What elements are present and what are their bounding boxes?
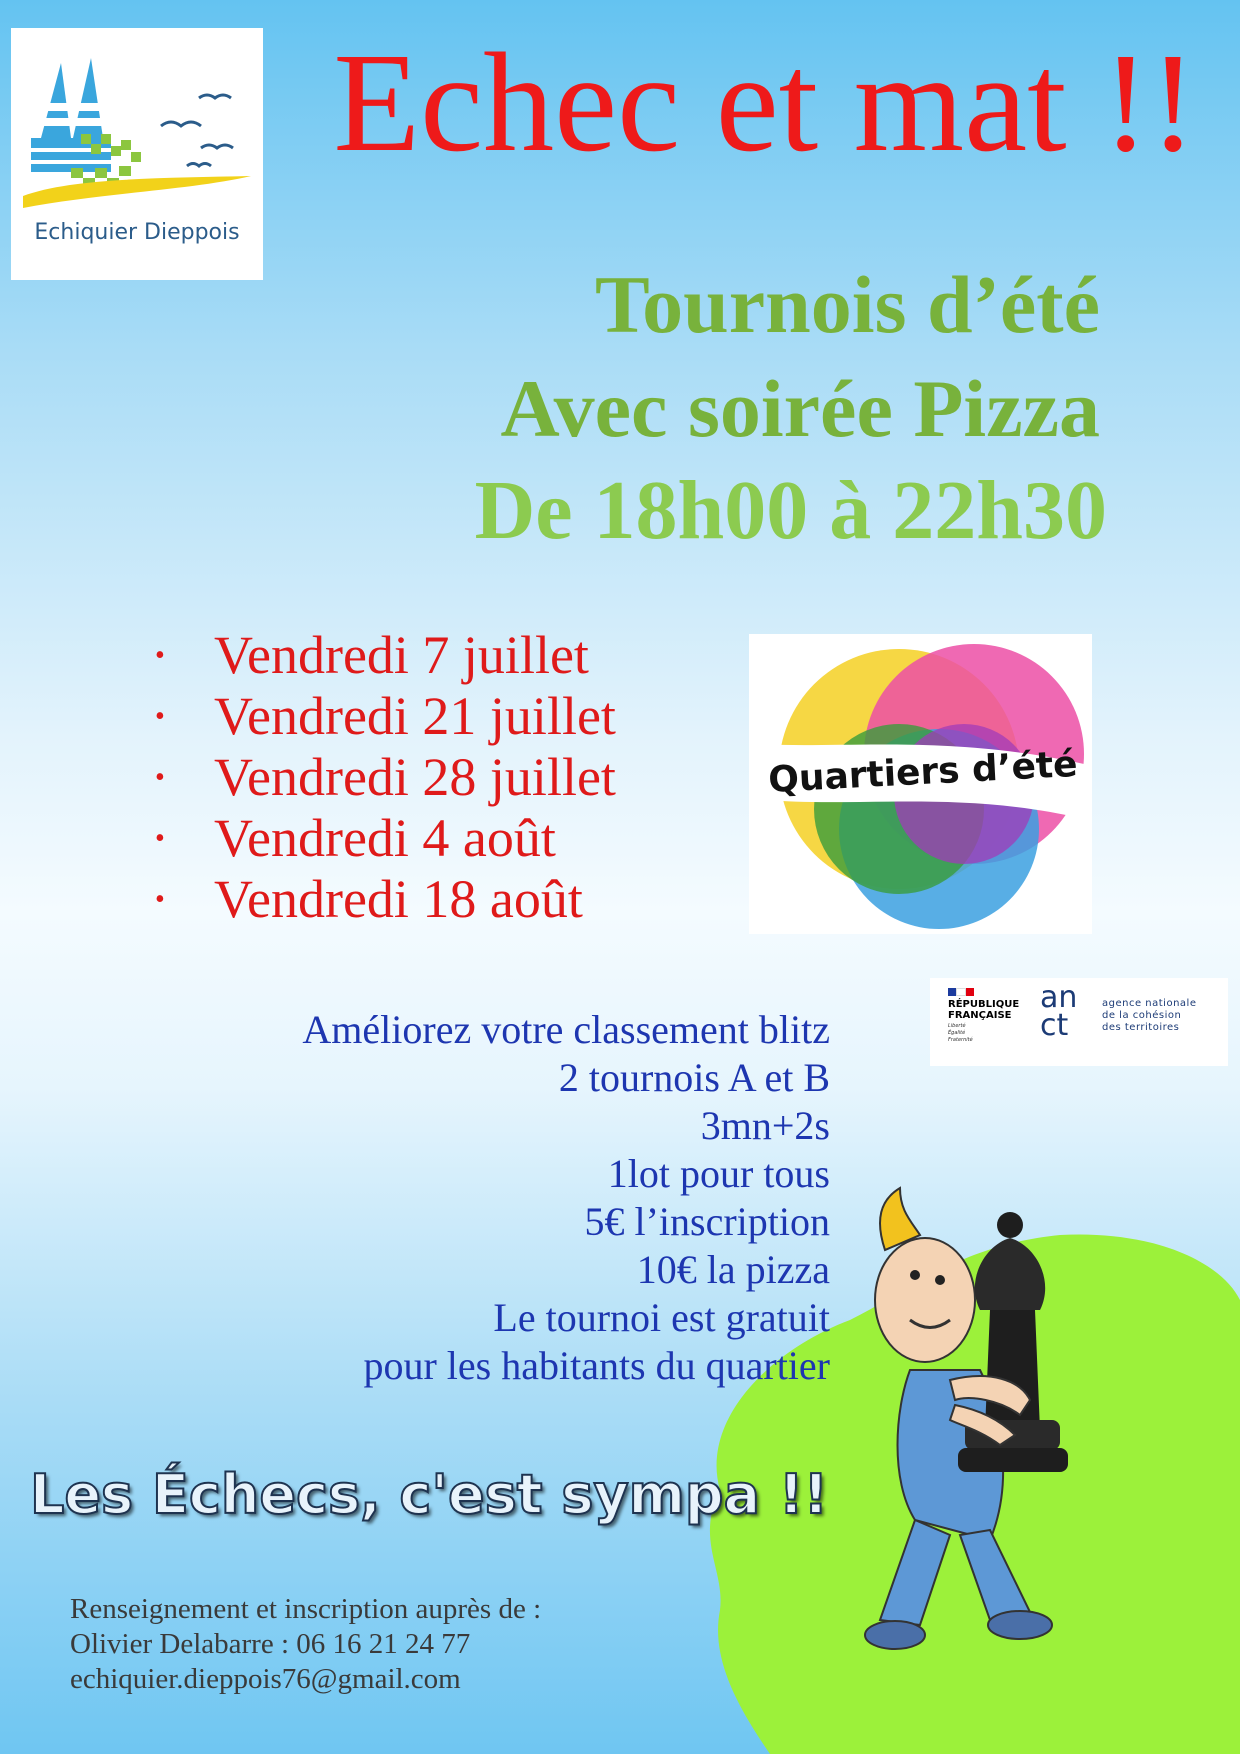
quartiers-ete-logo-graphic [749, 634, 1092, 934]
french-flag-icon [948, 988, 974, 996]
bullet-icon: • [155, 884, 165, 915]
motto-line: Égalité [948, 1030, 966, 1036]
info-line: Améliorez votre classement blitz [302, 1007, 830, 1052]
tournament-info [302, 1006, 830, 1390]
anct-logo-top: an [1040, 980, 1078, 1015]
date-item [150, 686, 616, 747]
date-item [150, 747, 616, 808]
club-logo-graphic [11, 28, 263, 218]
info-line: 10€ la pizza [636, 1247, 830, 1292]
anct-logo [1040, 980, 1078, 1043]
info-line: Le tournoi est gratuit [493, 1295, 830, 1340]
date-item [150, 869, 616, 930]
subtitle-line-2: Avec soirée Pizza [500, 363, 1100, 454]
bullet-icon: • [155, 762, 165, 793]
chess-mascot-illustration [840, 1180, 1170, 1660]
date-text: Vendredi 21 juillet [214, 686, 616, 746]
date-text: Vendredi 4 août [214, 808, 556, 868]
main-title: Echec et mat !! [333, 23, 1197, 181]
info-line: pour les habitants du quartier [363, 1343, 830, 1388]
date-item [150, 808, 616, 869]
info-line: 1lot pour tous [607, 1151, 830, 1196]
bullet-icon: • [155, 701, 165, 732]
republique-line-1: RÉPUBLIQUE [948, 999, 1020, 1010]
contact-info [70, 1592, 541, 1697]
dates-list [150, 625, 616, 930]
quartiers-ete-logo-text: Quartiers d’été [767, 743, 1079, 801]
republique-motto [948, 1023, 1028, 1044]
anct-description-line: des territoires [1102, 1022, 1180, 1033]
contact-phone: Olivier Delabarre : 06 16 21 24 77 [70, 1628, 471, 1660]
bullet-icon: • [155, 640, 165, 671]
anct-description-line: de la cohésion [1102, 1010, 1182, 1021]
date-text: Vendredi 28 juillet [214, 747, 616, 807]
motto-line: Liberté [948, 1023, 966, 1029]
contact-email: echiquier.dieppois76@gmail.com [70, 1663, 461, 1695]
club-logo-name: Echiquier Dieppois [34, 220, 240, 245]
anct-logo-bottom: ct [1040, 1008, 1069, 1043]
info-line: 5€ l’inscription [584, 1199, 830, 1244]
info-line: 3mn+2s [700, 1103, 830, 1148]
subtitle-line-1: Tournois d’été [595, 259, 1100, 350]
subtitle-line-3: De 18h00 à 22h30 [474, 464, 1107, 557]
anct-description-line: agence nationale [1102, 998, 1197, 1009]
info-line: 2 tournois A et B [558, 1055, 830, 1100]
club-logo [11, 28, 263, 280]
republique-line-2: FRANÇAISE [948, 1010, 1012, 1021]
contact-line: Renseignement et inscription auprès de : [70, 1593, 542, 1625]
date-item [150, 625, 616, 686]
bullet-icon: • [155, 823, 165, 854]
quartiers-ete-logo [749, 634, 1092, 934]
slogan: Les Échecs, c'est sympa !! [30, 1463, 829, 1526]
date-text: Vendredi 18 août [214, 869, 583, 929]
motto-line: Fraternité [948, 1037, 973, 1043]
anct-description [1102, 998, 1196, 1034]
republique-francaise-logo [948, 988, 1028, 1044]
date-text: Vendredi 7 juillet [214, 625, 589, 685]
government-logos [930, 978, 1228, 1066]
